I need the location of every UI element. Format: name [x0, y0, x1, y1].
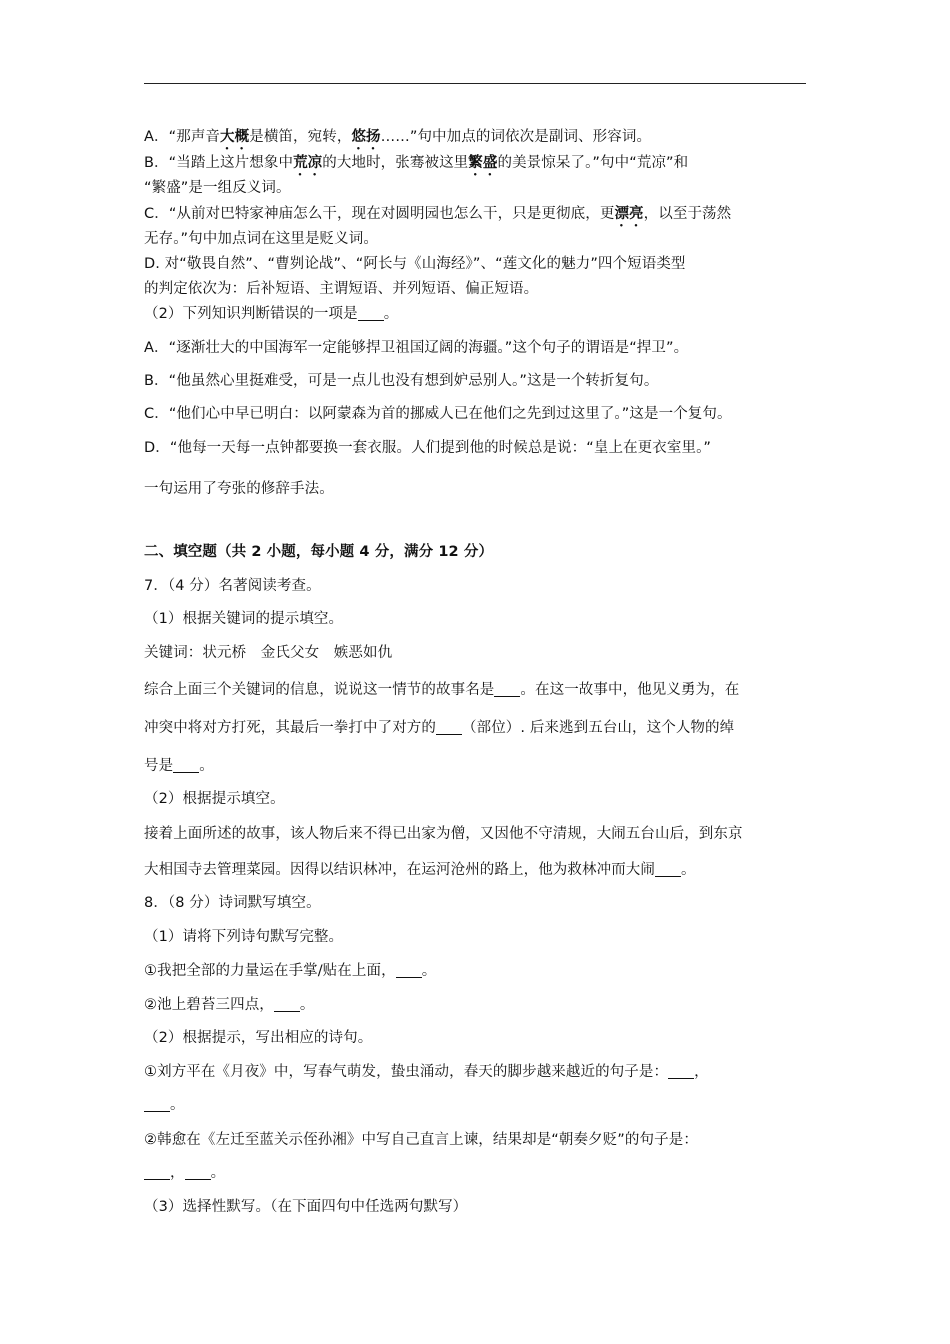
q6-1-option-b-cont: “繁盛”是一组反义词。	[144, 180, 291, 196]
answer-blank[interactable]	[144, 1097, 170, 1113]
q7-title: 7．（4 分）名著阅读考查。	[144, 578, 321, 594]
text: A．“那声音	[144, 129, 221, 145]
text: 的大地时，张骞被这里	[322, 155, 469, 171]
text: 。	[299, 997, 315, 1013]
q8-item-1	[144, 959, 436, 980]
q8-sub-1: （1）请将下列诗句默写完整。	[144, 929, 344, 945]
answer-blank[interactable]	[274, 997, 300, 1013]
q7-line-5	[144, 858, 696, 879]
q7-line-1	[144, 678, 739, 699]
text: 号是	[144, 758, 174, 774]
text: ②池上碧苔三四点，	[144, 997, 274, 1013]
text: 。	[199, 758, 214, 774]
text: 。	[383, 306, 399, 322]
q6-1-option-b	[144, 151, 688, 179]
q7-line-4: 接着上面所述的故事，该人物后来不得已出家为僧，又因他不守清规，大闹五台山后，到东京	[144, 826, 743, 842]
q8-item-2	[144, 993, 315, 1014]
dotted-word: 悠扬	[351, 129, 381, 145]
text: ①我把全部的力量运在手掌/贴在上面，	[144, 963, 396, 979]
q8-item-3	[144, 1060, 709, 1081]
text: 。	[421, 963, 437, 979]
answer-blank[interactable]	[436, 720, 462, 736]
text: 。	[681, 862, 696, 878]
dotted-word: 荒凉	[293, 155, 323, 171]
text: ，	[694, 1064, 709, 1080]
text: 。在这一故事中，他见义勇为，在	[520, 682, 740, 698]
q8-sub-3: （3）选择性默写。（在下面四句中任选两句默写）	[144, 1199, 468, 1215]
q6-1-option-d-cont: 的判定依次为：后补短语、主谓短语、并列短语、偏正短语。	[144, 281, 539, 297]
answer-blank[interactable]	[396, 963, 422, 979]
answer-blank[interactable]	[358, 306, 384, 322]
text: （部位）. 后来逃到五台山，这个人物的绰	[462, 720, 735, 736]
q8-title: 8．（8 分）诗词默写填空。	[144, 895, 321, 911]
q8-sub-2: （2）根据提示，写出相应的诗句。	[144, 1030, 373, 1046]
q6-1-option-a	[144, 125, 651, 153]
q7-line-2	[144, 716, 734, 737]
q6-2-option-b: B．“他虽然心里挺难受，可是一点儿也没有想到妒忌别人。”这是一个转折复句。	[144, 373, 659, 389]
q6-1-option-d: D. 对“敬畏自然”、“曹刿论战”、“阿长与《山海经》”、“莲文化的魅力”四个短语类型	[144, 256, 686, 272]
q6-2-option-d-cont: 一句运用了夸张的修辞手法。	[144, 481, 334, 497]
answer-blank[interactable]	[144, 1165, 170, 1181]
q6-1-option-c	[144, 202, 731, 230]
q7-keywords: 关键词：状元桥 金氏父女 嫉恶如仇	[144, 645, 393, 661]
text: C．“从前对巴特家神庙怎么干，现在对圆明园也怎么干，只是更彻底，更	[144, 206, 615, 222]
text: 是横笛，宛转，	[249, 129, 352, 145]
q6-1-option-c-cont: 无存。”句中加点词在这里是贬义词。	[144, 231, 378, 247]
q8-item-4-cont	[144, 1161, 225, 1182]
q6-2-option-c: C．“他们心中早已明白：以阿蒙森为首的挪威人已在他们之先到过这里了。”这是一个复句。	[144, 406, 732, 422]
q6-2-option-a: A．“逐渐壮大的中国海军一定能够捍卫祖国辽阔的海疆。”这个句子的谓语是“捍卫”。	[144, 340, 689, 356]
answer-blank[interactable]	[185, 1165, 211, 1181]
dotted-word: 大概	[220, 129, 250, 145]
text: （2）下列知识判断错误的一项是	[144, 306, 358, 322]
text: ，以至于荡然	[643, 206, 732, 222]
q6-2-option-d: D．“他每一天每一点钟都要换一套衣服。人们提到他的时候总是说：“皇上在更衣室里。”	[144, 440, 712, 456]
text: 。	[170, 1097, 185, 1113]
section-title: 二、填空题（共 2 小题，每小题 4 分，满分 12 分）	[144, 544, 494, 560]
header-rule	[144, 83, 806, 84]
text: ……”句中加点的词依次是副词、形容词。	[380, 129, 652, 145]
answer-blank[interactable]	[173, 758, 199, 774]
answer-blank[interactable]	[494, 682, 520, 698]
text: 冲突中将对方打死，其最后一拳打中了对方的	[144, 720, 436, 736]
text: 的美景惊呆了。”句中“荒凉”和	[497, 155, 689, 171]
text: ，	[170, 1165, 185, 1181]
q6-2-stem	[144, 302, 398, 323]
q7-sub-2: （2）根据提示填空。	[144, 791, 285, 807]
answer-blank[interactable]	[655, 862, 681, 878]
dotted-word: 漂亮	[614, 206, 644, 222]
text: ①刘方平在《月夜》中，写春气萌发，蛰虫涌动，春天的脚步越来越近的句子是：	[144, 1064, 669, 1080]
text: B．“当踏上这片想象中	[144, 155, 294, 171]
q7-line-3	[144, 754, 214, 775]
text: 大相国寺去管理菜园。因得以结识林冲，在运河沧州的路上，他为救林冲而大闹	[144, 862, 655, 878]
q8-item-3-cont	[144, 1093, 185, 1114]
q8-item-4: ②韩愈在《左迁至蓝关示侄孙湘》中写自己直言上谏，结果却是“朝奏夕贬”的句子是：	[144, 1132, 698, 1148]
q7-sub-1: （1）根据关键词的提示填空。	[144, 611, 344, 627]
answer-blank[interactable]	[668, 1064, 694, 1080]
text: 综合上面三个关键词的信息，说说这一情节的故事名是	[144, 682, 495, 698]
dotted-word: 繁盛	[468, 155, 498, 171]
text: 。	[210, 1165, 226, 1181]
